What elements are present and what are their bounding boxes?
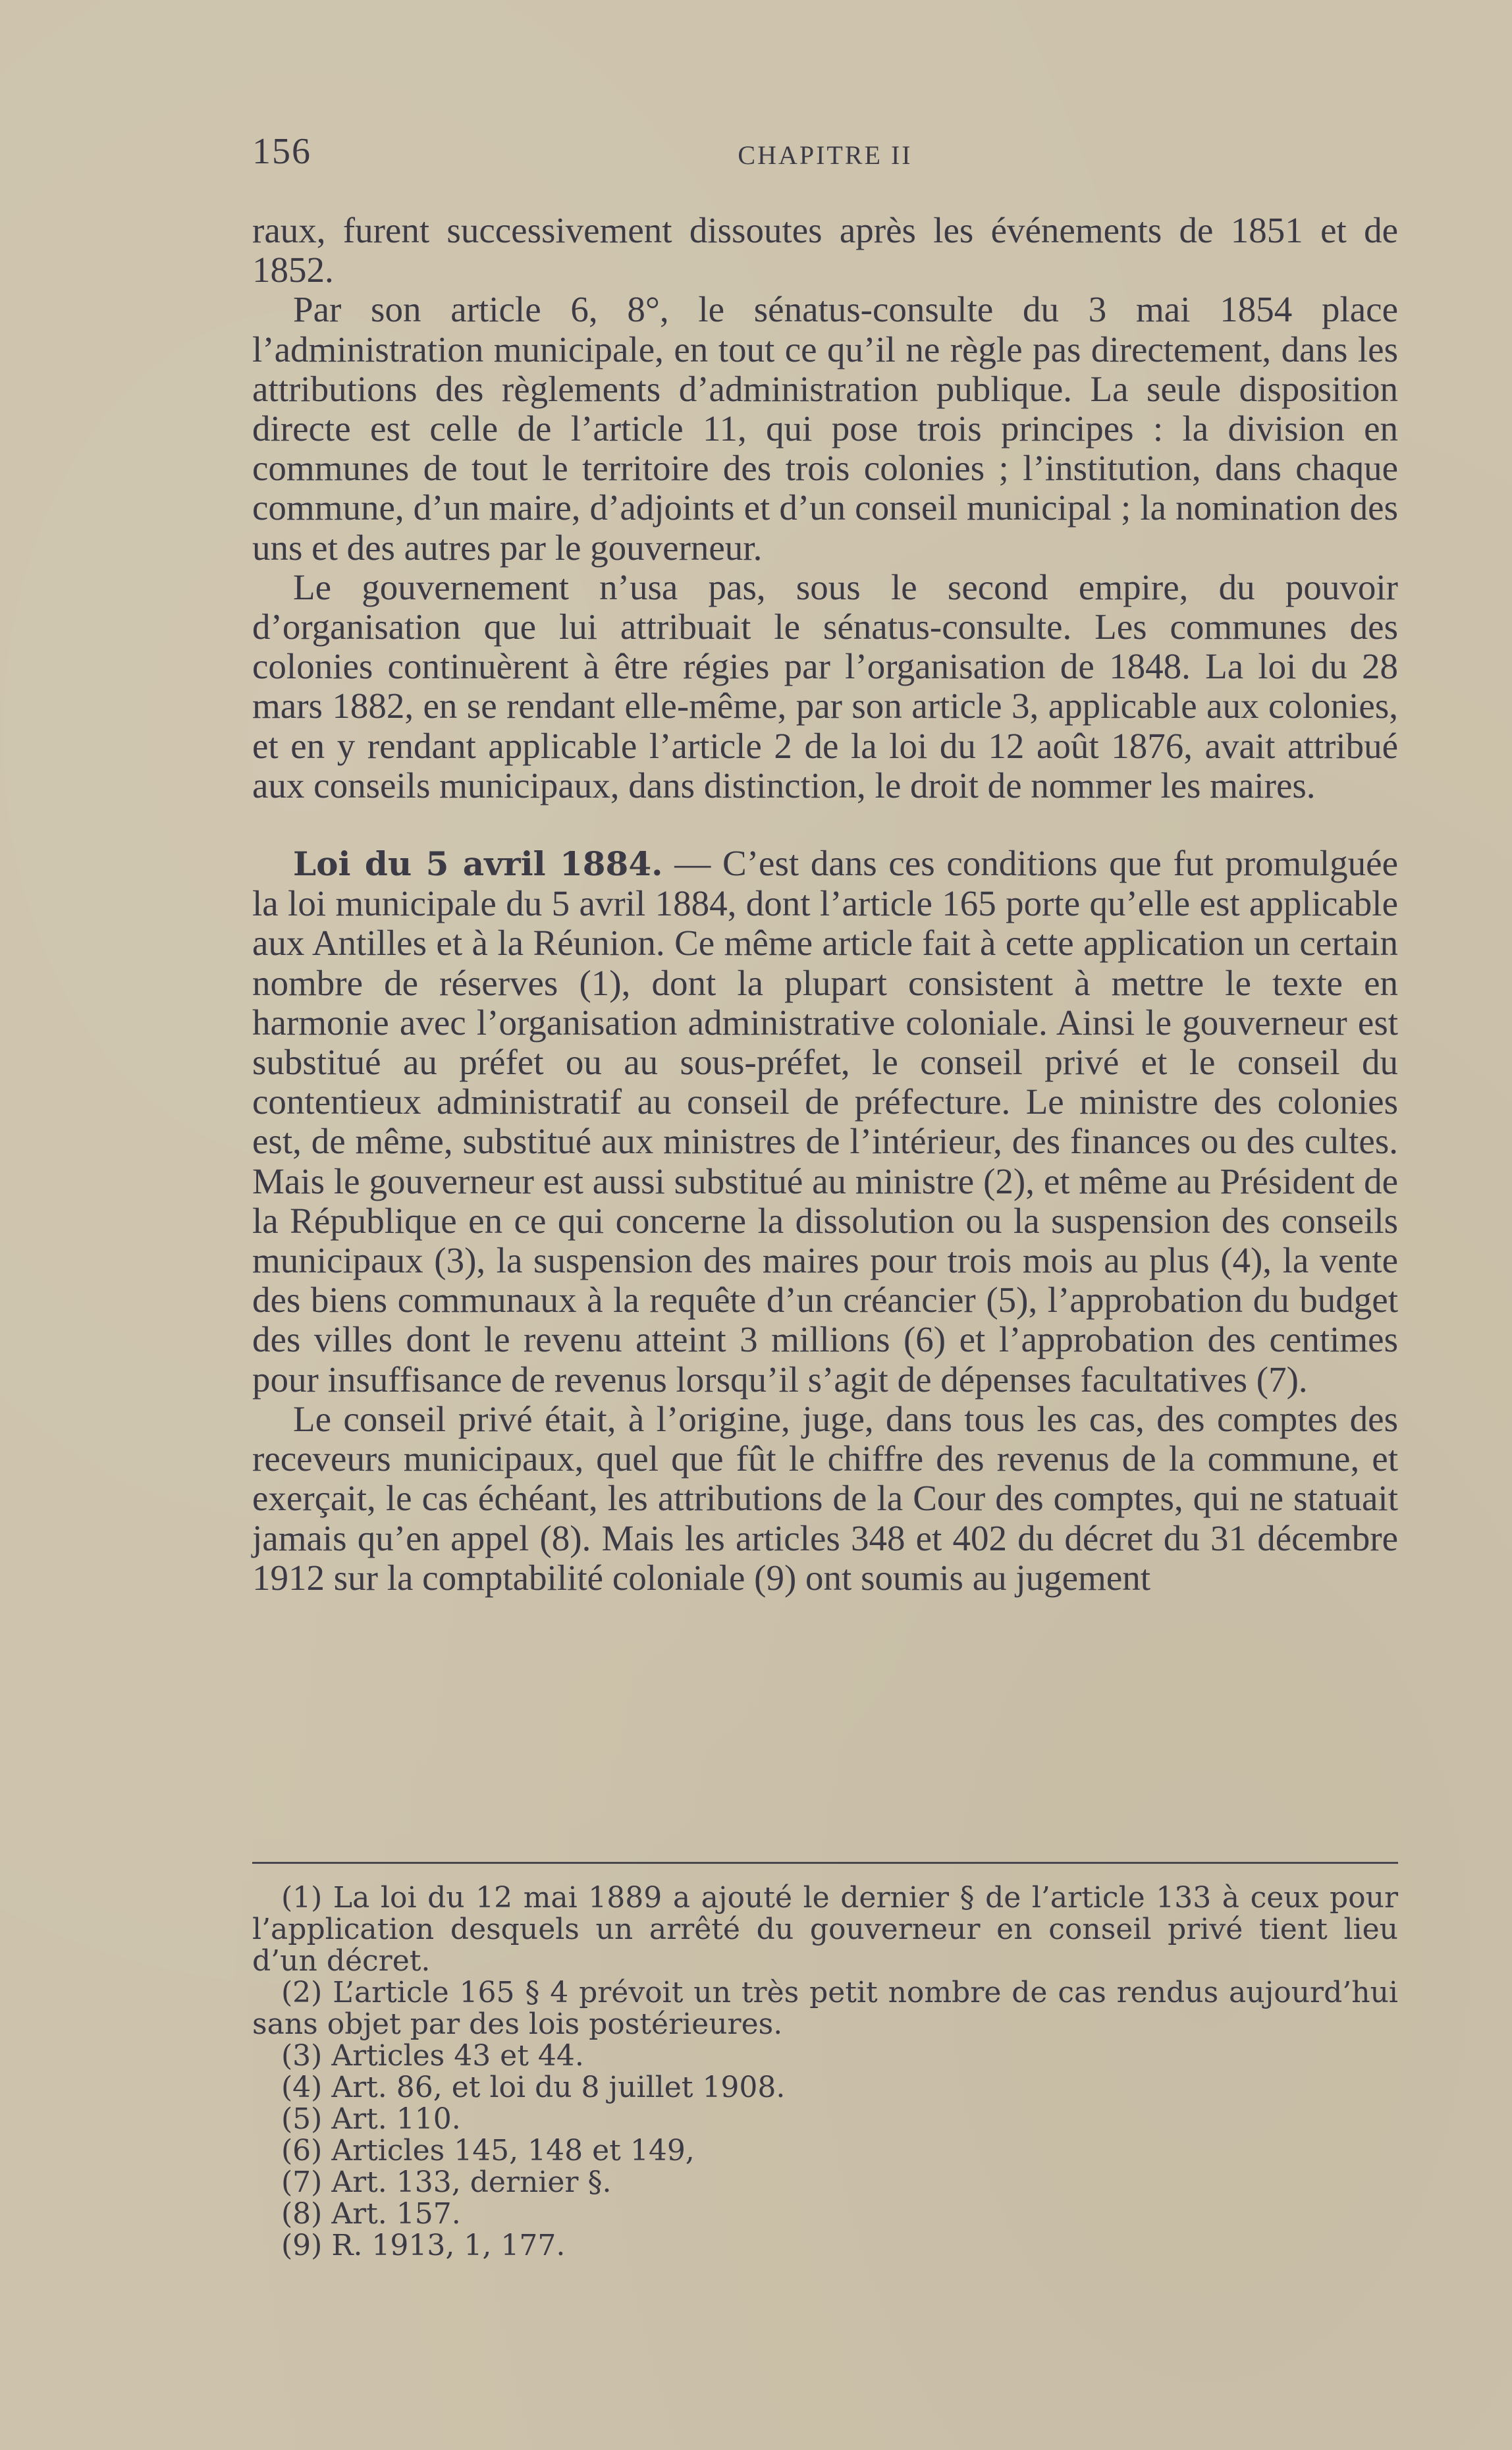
paragraph-4: — C’est dans ces conditions que fut promulguée la loi municipale du 5 avril 1884, dont l’article 165 porte qu’elle est applicable aux Antilles et à la Réunion. Ce même article fait à cette application un certain nombre de réserves (1), dont la plupart consistent à mettre le texte en harmonie avec l’organisation administrative coloniale. Ainsi le gouverneur est substitué au préfet ou au sous-préfet, le conseil privé et le conseil du contentieux administratif au conseil de préfecture. Le ministre des colonies est, de même, substitué aux ministres de l’intérieur, des finances ou des cultes. Mais le gouverneur est aussi substitué au ministre (2), et même au Président de la République en ce qui concerne la dissolution ou la suspension des conseils municipaux (3), la suspension des maires pour trois mois au plus (4), la vente des biens communaux à la requête d’un créancier (5), l’approbation du budget des villes dont le revenu atteint 3 millions (6) et l’approbation des centimes pour insuffisance de revenus lorsqu’il s’agit de dépenses facultatives (7).	[252, 843, 1398, 1400]
footnote-2: (2) L’article 165 § 4 prévoit un très petit nombre de cas rendus aujourd’hui sans objet par des lois postérieures.	[252, 1976, 1398, 2041]
footnote-1: (1) La loi du 12 mai 1889 a ajouté le dernier § de l’article 133 à ceux pour l’application desquels un arrêté du gouverneur en conseil privé tient lieu d’un décret.	[252, 1881, 1398, 1978]
footnote-6: (6) Articles 145, 148 et 149,	[281, 2134, 695, 2167]
paragraph-5: Le conseil privé était, à l’origine, juge, dans tous les cas, des comptes des receveurs municipaux, quel que fût le chiffre des revenus de la commune, et exerçait, le cas échéant, les attributions de la Cour des comptes, qui ne statuait jamais qu’en appel (8). Mais les articles 348 et 402 du décret du 31 décembre 1912 sur la comptabilité coloniale (9) ont soumis au jugement	[252, 1398, 1398, 1598]
paragraph-2: Par son article 6, 8°, le sénatus-consulte du 3 mai 1854 place l’administration municipale, en tout ce qu’il ne règle pas directement, dans les attributions des règlements d’administration publique. La seule disposition directe est celle de l’article 11, qui pose trois principes : la division en communes de tout le territoire des trois colonies ; l’institution, dans chaque commune, d’un maire, d’adjoints et d’un conseil municipal ; la nomination des uns et des autres par le gouverneur.	[252, 289, 1398, 568]
running-head: CHAPITRE II	[738, 140, 913, 170]
page-number: 156	[252, 131, 311, 172]
footnote-4: (4) Art. 86, et loi du 8 juillet 1908.	[281, 2071, 786, 2104]
footnote-rule	[252, 1862, 1398, 1864]
page-header	[252, 130, 1398, 177]
body-text	[252, 211, 1398, 1598]
section-title: Loi du 5 avril 1884.	[293, 844, 663, 884]
footnote-9: (9) R. 1913, 1, 177.	[281, 2229, 566, 2262]
footnotes	[252, 1882, 1398, 2262]
footnote-5: (5) Art. 110.	[281, 2102, 461, 2136]
paragraph-3: Le gouvernement n’usa pas, sous le second empire, du pouvoir d’organisation que lui attribuait le sénatus-consulte. Les communes des colonies continuèrent à être régies par l’organisation de 1848. La loi du 28 mars 1882, en se rendant elle-même, par son article 3, applicable aux colonies, et en y rendant applicable l’article 2 de la loi du 12 août 1876, avait attribué aux conseils municipaux, dans distinction, le droit de nommer les maires.	[252, 566, 1398, 805]
section-paragraph	[252, 844, 1398, 1400]
footnote-8: (8) Art. 157.	[281, 2197, 461, 2231]
footnote-3: (3) Articles 43 et 44.	[281, 2039, 584, 2073]
footnote-7: (7) Art. 133, dernier §.	[281, 2165, 612, 2199]
paragraph-1: raux, furent successivement dissoutes après les événements de 1851 et de 1852.	[252, 210, 1398, 290]
